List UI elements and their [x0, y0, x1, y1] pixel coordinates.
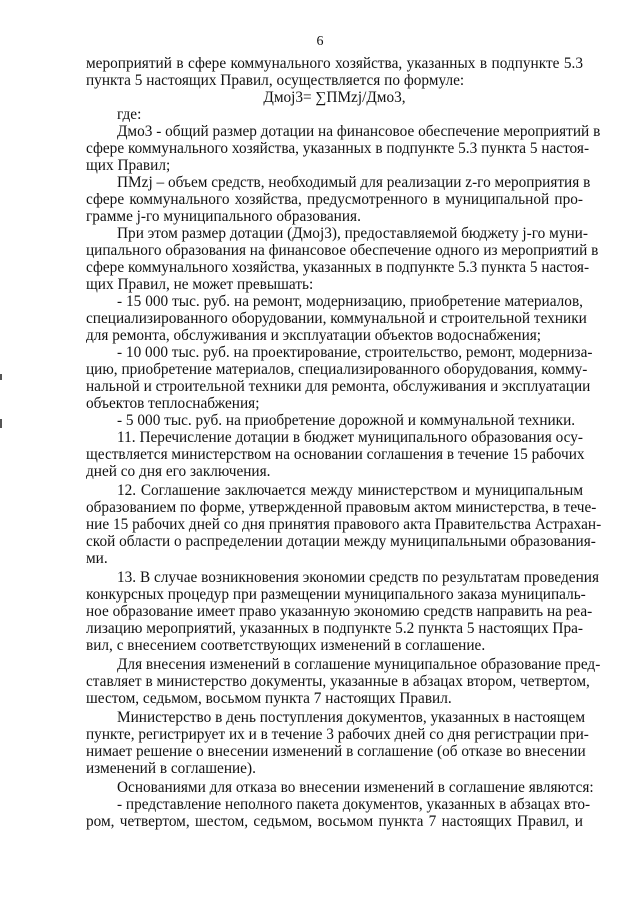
- text-line: - 10 000 тыс. руб. на проектирование, строительство, ремонт, модерниза-: [117, 344, 593, 361]
- text-line: 12. Соглашение заключается между министерством и муниципальным: [117, 482, 583, 499]
- text-line: ром, четвертом, шестом, седьмом, восьмом пункта 7 настоящих Правил, и: [86, 813, 583, 830]
- text-line: щих Правил, не может превышать:: [86, 276, 314, 293]
- text-line: ное образование имеет право указанную экономию средств направить на реа-: [86, 603, 593, 620]
- text-line: вил, с внесением соответствующих изменений в соглашение.: [86, 637, 486, 654]
- text-line: ской области о распределении дотации между муниципальными образования-: [86, 533, 596, 550]
- text-line: ставляет в министерство документы, указанные в абзацах втором, четвертом,: [86, 673, 590, 690]
- text-line: 13. В случае возникновения экономии средств по результатам проведения: [117, 569, 599, 586]
- text-line: ми.: [86, 550, 108, 567]
- text-line: цию, приобретение материалов, специализированного оборудования, комму-: [86, 361, 588, 378]
- text-line: образованием по форме, утвержденной правовым актом министерства, в тече-: [86, 499, 597, 516]
- text-line: 11. Перечисление дотации в бюджет муниципального образования осу-: [117, 429, 583, 446]
- text-line: Основаниями для отказа во внесении изменений в соглашение являются:: [117, 779, 594, 796]
- text-line: щих Правил;: [86, 157, 171, 174]
- text-line: для ремонта, обслуживания и эксплуатации объектов водоснабжения;: [86, 327, 542, 344]
- text-line: Министерство в день поступления документов, указанных в настоящем: [117, 709, 586, 726]
- text-line: грамме j-го муниципального образования.: [86, 208, 361, 225]
- text-line: ние 15 рабочих дней со дня принятия правового акта Правительства Астрахан-: [86, 516, 602, 533]
- text-line: пункте, регистрирует их и в течение 3 рабочих дней со дня регистрации при-: [86, 726, 589, 743]
- text-line: сфере коммунального хозяйства, указанных в подпункте 5.3 пункта 5 настоя-: [86, 140, 590, 157]
- text-line: специализированного оборудовании, коммунальной и строительной техники: [86, 310, 587, 327]
- text-line: изменений в соглашение).: [86, 760, 256, 777]
- formula-line: Дмоj3= ∑ПМzj/Дмо3,: [263, 89, 406, 106]
- text-line: ципального образования на финансовое обеспечение одного из мероприятий в: [86, 242, 599, 259]
- text-line: шестом, седьмом, восьмом пункта 7 настоящих Правил.: [86, 690, 452, 707]
- text-line: Дмо3 - общий размер дотации на финансовое обеспечение мероприятий в: [117, 123, 601, 140]
- text-line: сфере коммунального хозяйства, указанных в подпункте 5.3 пункта 5 настоя-: [86, 259, 590, 276]
- text-line: - представление неполного пакета документов, указанных в абзацах вто-: [117, 796, 591, 813]
- text-line: нальной и строительной техники для ремонта, обслуживания и эксплуатации: [86, 378, 591, 395]
- text-line: нимает решение о внесении изменений в соглашение (об отказе во внесении: [86, 743, 586, 760]
- text-line: мероприятий в сфере коммунального хозяйства, указанных в подпункте 5.3: [86, 55, 583, 72]
- text-line: ществляется министерством на основании соглашения в течение 15 рабочих: [86, 446, 585, 463]
- text-line: - 15 000 тыс. руб. на ремонт, модернизацию, приобретение материалов,: [117, 293, 583, 310]
- margin-mark: [0, 419, 2, 428]
- text-line: сфере коммунального хозяйства, предусмотренного в муниципальной про-: [86, 191, 583, 208]
- margin-mark: [0, 374, 2, 380]
- text-line: конкурсных процедур при размещении муниципального заказа муниципаль-: [86, 586, 586, 603]
- document-body: [86, 55, 602, 830]
- text-line: объектов теплоснабжения;: [86, 395, 260, 412]
- text-line: дней со дня его заключения.: [86, 463, 271, 480]
- text-line: При этом размер дотации (Дмоj3), предоставляемой бюджету j-го муни-: [117, 225, 588, 242]
- page-number: 6: [316, 34, 324, 49]
- text-line: - 5 000 тыс. руб. на приобретение дорожной и коммунальной техники.: [117, 412, 576, 429]
- text-line: Для внесения изменений в соглашение муниципальное образование пред-: [117, 656, 601, 673]
- text-line: лизацию мероприятий, указанных в подпункте 5.2 пункта 5 настоящих Пра-: [86, 620, 583, 637]
- text-line: пункта 5 настоящих Правил, осуществляется по формуле:: [86, 72, 465, 89]
- text-line: ПМzj – объем средств, необходимый для реализации z-го мероприятия в: [117, 174, 591, 191]
- text-line: где:: [117, 106, 142, 123]
